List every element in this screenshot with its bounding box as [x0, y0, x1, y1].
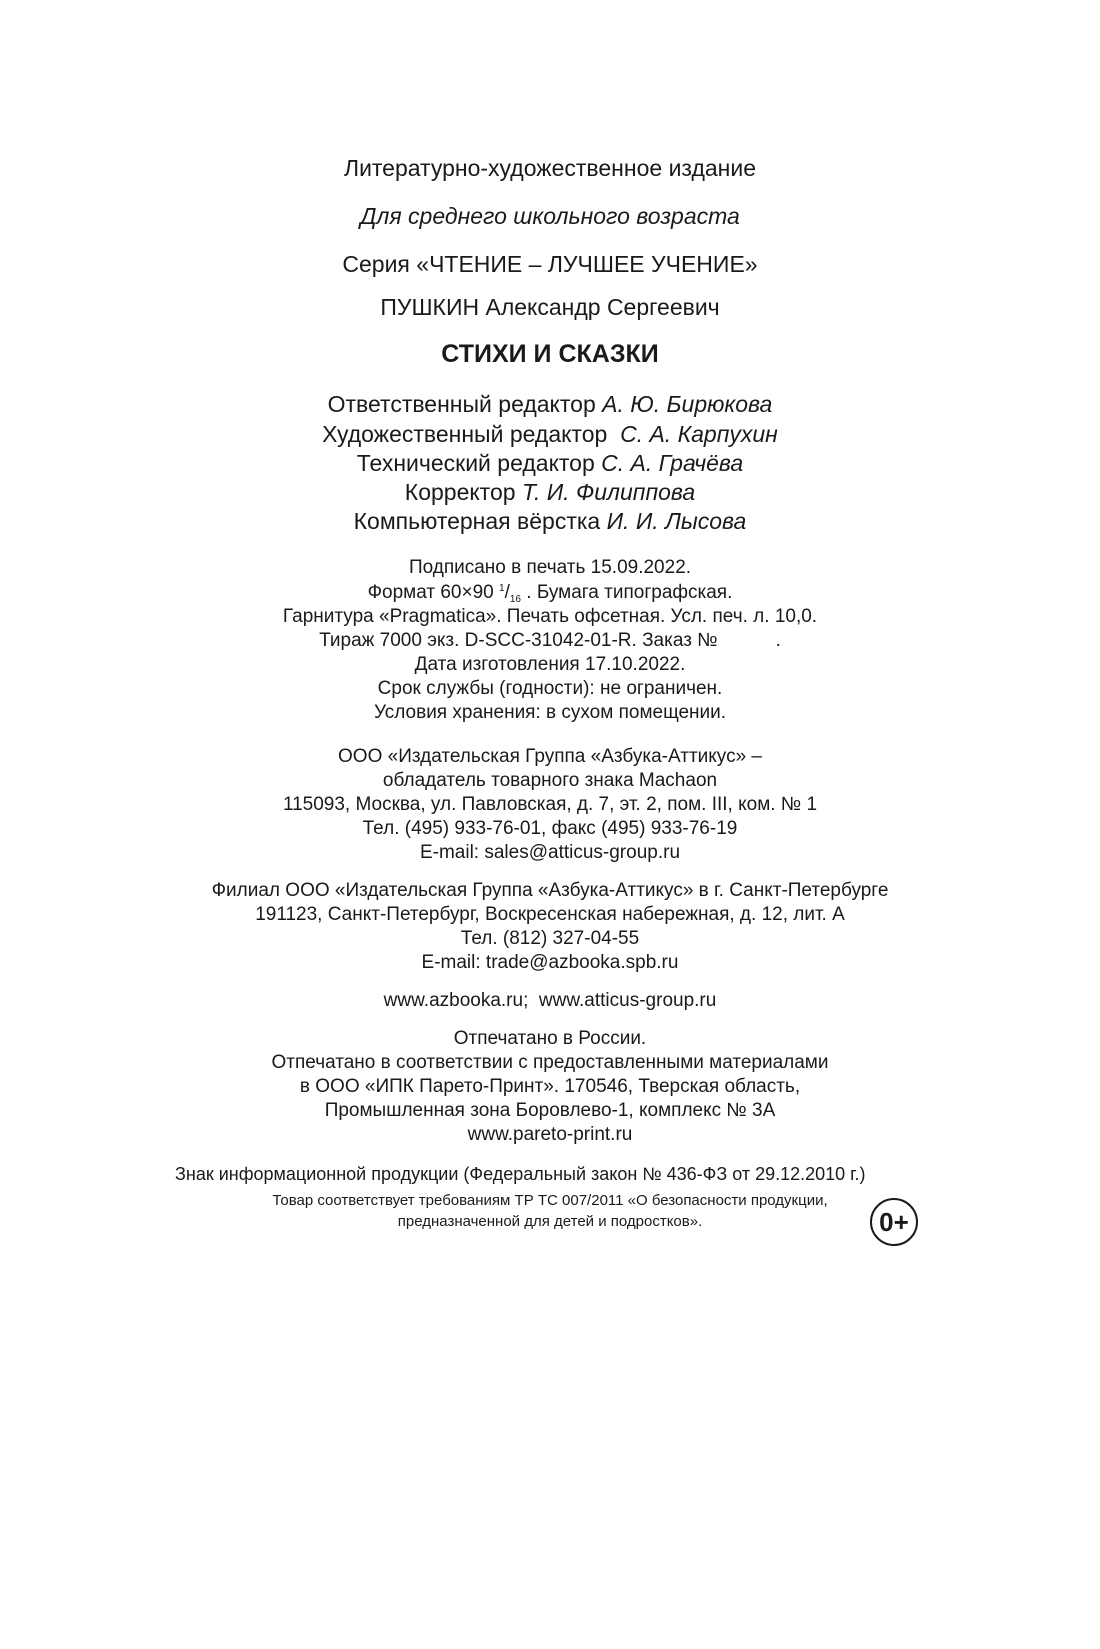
publisher-address: 115093, Москва, ул. Павловская, д. 7, эт. 2, пом. III, ком. № 1 [282, 794, 818, 815]
credit-line [0, 508, 1100, 535]
publisher-line: ООО «Издательская Группа «Азбука-Аттикус» – [338, 746, 762, 767]
publisher-line: обладатель товарного знака Machaon [382, 770, 718, 791]
credit-role: Технический редактор [356, 450, 602, 476]
info-sign-line: Знак информационной продукции (Федеральный закон № 436-ФЗ от 29.12.2010 г.) [175, 1164, 866, 1184]
credit-line [0, 479, 1100, 506]
book-title: СТИХИ И СКАЗКИ [441, 340, 659, 368]
format-line [0, 582, 1100, 605]
storage-line: Условия хранения: в сухом помещении. [373, 702, 727, 723]
compliance-line: предназначенной для детей и подростков». [397, 1213, 703, 1230]
age-rating-badge: 0+ [870, 1198, 918, 1246]
format-denominator: 16 [509, 594, 521, 605]
branch-phone: Тел. (812) 327-04-55 [460, 928, 640, 949]
printer-line: Промышленная зона Боровлево-1, комплекс № 3А [324, 1100, 776, 1121]
publisher-email: E-mail: sales@atticus-group.ru [419, 842, 681, 863]
printer-line: в ООО «ИПК Парето-Принт». 170546, Тверская область, [299, 1076, 801, 1097]
printer-line: Отпечатано в России. [453, 1028, 647, 1049]
run-text: Тираж 7000 экз. D-SCC-31042-01-R. Заказ № [319, 630, 718, 651]
branch-line: Филиал ООО «Издательская Группа «Азбука-Аттикус» в г. Санкт-Петербурге [211, 880, 889, 901]
printer-line: Отпечатано в соответствии с предоставленными материалами [271, 1052, 829, 1073]
publisher-phone: Тел. (495) 933-76-01, факс (495) 933-76-19 [362, 818, 738, 839]
credit-role: Корректор [404, 479, 522, 505]
credit-role: Ответственный редактор [327, 391, 603, 417]
branch-email: E-mail: trade@azbooka.spb.ru [421, 952, 679, 973]
credit-name: Т. И. Филиппова [521, 479, 696, 505]
genre-line: Литературно-художественное издание [343, 155, 757, 181]
credit-name: А. Ю. Бирюкова [602, 391, 773, 417]
made-line: Дата изготовления 17.10.2022. [414, 654, 686, 675]
printer-website: www.pareto-print.ru [467, 1124, 633, 1145]
credit-line [0, 421, 1100, 448]
credit-role: Компьютерная вёрстка [353, 508, 607, 534]
format-suffix: . Бумага типографская. [520, 582, 733, 603]
run-line [0, 630, 1100, 652]
credit-role: Художественный редактор [322, 421, 621, 447]
websites-line: www.azbooka.ru; www.atticus-group.ru [383, 990, 717, 1011]
branch-address: 191123, Санкт-Петербург, Воскресенская набережная, д. 12, лит. А [255, 904, 845, 925]
signed-line: Подписано в печать 15.09.2022. [408, 557, 692, 578]
shelf-life-line: Срок службы (годности): не ограничен. [377, 678, 723, 699]
format-numerator: 1 [499, 583, 505, 594]
credit-line [0, 391, 1100, 418]
credit-name: И. И. Лысова [606, 508, 747, 534]
compliance-line: Товар соответствует требованиям ТР ТС 007/2011 «О безопасности продукции, [272, 1192, 828, 1209]
credit-line [0, 450, 1100, 477]
age-group-line: Для среднего школьного возраста [360, 203, 740, 229]
format-slash: / [504, 582, 510, 603]
credit-name: С. А. Карпухин [620, 421, 778, 447]
run-end: . [775, 630, 781, 651]
format-prefix: Формат 60×90 [367, 582, 500, 603]
typeface-line: Гарнитура «Pragmatica». Печать офсетная. Усл. печ. л. 10,0. [282, 606, 818, 627]
author-line: ПУШКИН Александр Сергеевич [380, 294, 720, 320]
credit-name: С. А. Грачёва [601, 450, 744, 476]
series-line: Серия «ЧТЕНИЕ – ЛУЧШЕЕ УЧЕНИЕ» [342, 251, 758, 277]
